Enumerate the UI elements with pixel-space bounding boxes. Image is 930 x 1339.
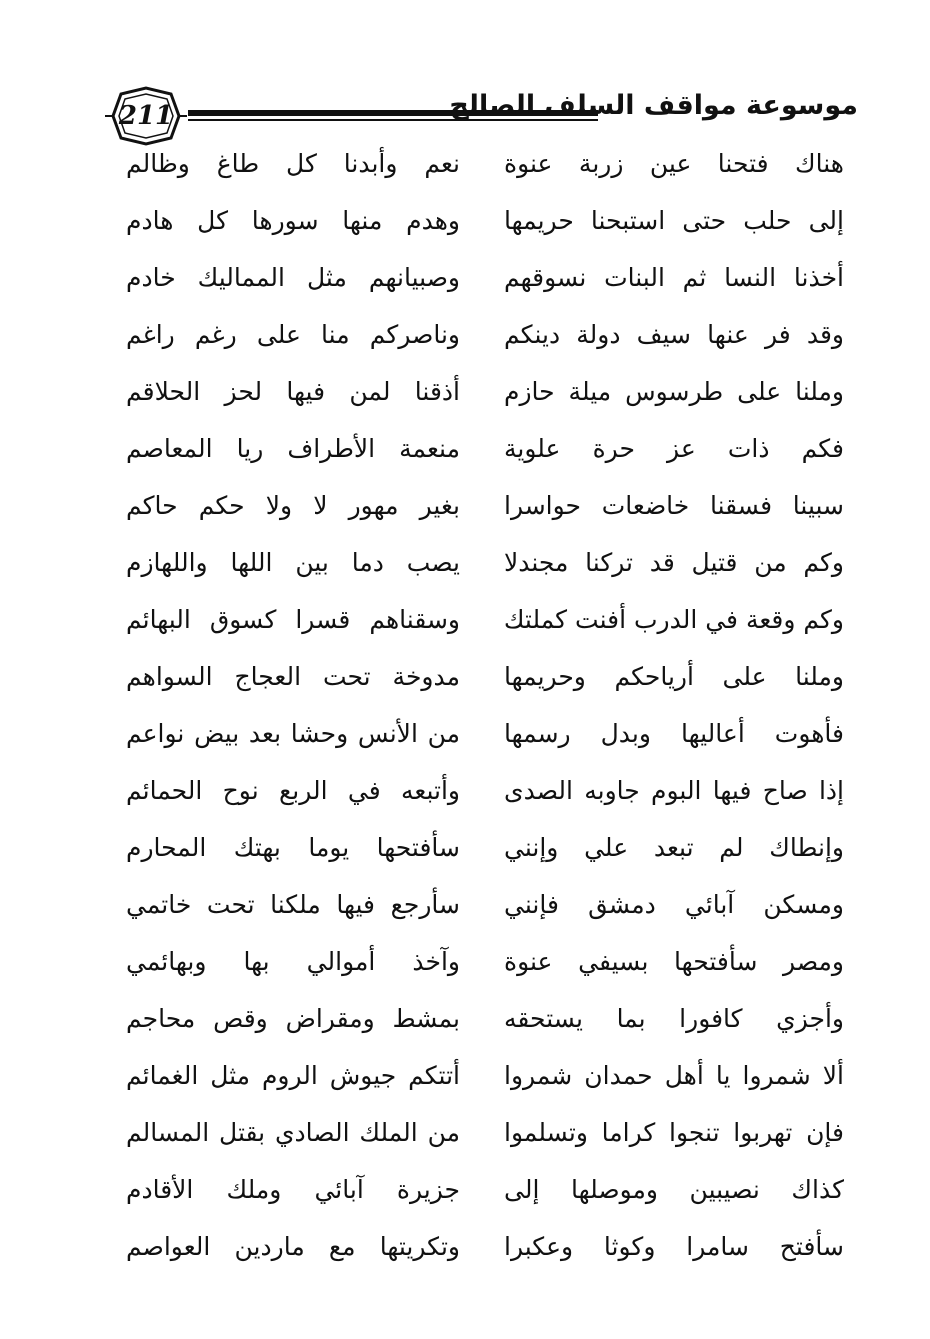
verse-row [0,648,930,706]
verse-row [0,933,930,991]
verse-first-hemistich: ومسكن آبائي دمشق فإنني [504,890,844,919]
verse-row [0,1161,930,1219]
verse-second-hemistich: وأتبعه في الربع نوح الحمائم [126,776,460,805]
verse-first-hemistich: وملنا على أرياحكم وحريمها [504,662,844,691]
verse-first-hemistich: ألا شمروا يا أهل حمدان شمروا [504,1061,844,1090]
verse-second-hemistich: وسقناهم قسرا كسوق البهائم [126,605,460,634]
verse-row [0,135,930,193]
verse-first-hemistich: فأهوت أعاليها وبدل رسمها [504,719,844,748]
verse-first-hemistich: وملنا على طرسوس ميلة حازم [504,377,844,406]
verse-first-hemistich: وكم من قتيل قد تركنا مجندلا [504,548,844,577]
verse-second-hemistich: بغير مهور لا ولا حكم حاكم [126,491,460,520]
verse-second-hemistich: يصب دما بين اللها واللهازم [126,548,460,577]
verse-row [0,306,930,364]
verse-row [0,591,930,649]
verse-first-hemistich: وإنطاك لم تبعد علي وإنني [504,833,844,862]
verse-second-hemistich: بمشط ومقراض وقص محاجم [126,1004,460,1033]
verse-first-hemistich: وكم وقعة في الدرب أفنت كملتك [504,605,844,634]
verse-row [0,819,930,877]
verse-first-hemistich: فكم ذات عز حرة علوية [504,434,844,463]
verse-first-hemistich: سأفتح سامرا وكوثا وعكبرا [504,1232,844,1261]
verse-row [0,1047,930,1105]
verse-first-hemistich: أخذنا النسا ثم البنات نسوقهم [504,263,844,292]
verse-second-hemistich: من الأنس وحشا بعد بيض نواعم [126,719,460,748]
verse-row [0,1104,930,1162]
verse-second-hemistich: وآخذ أموالي بها وبهائمي [126,947,460,976]
verse-second-hemistich: أذقنا لمن فيها لحز الحلاقم [126,377,460,406]
verse-second-hemistich: وهدم منها سورها كل هادم [126,206,460,235]
verse-row [0,876,930,934]
verse-first-hemistich: وقد فر عنها سيف دولة دينكم [504,320,844,349]
verse-second-hemistich: سأفتحها يوما بهتك المحارم [126,833,460,862]
book-title: موسوعة مواقف السلف الصالح [449,90,858,121]
verse-first-hemistich: كذاك نصيبين وموصلها إلى [504,1175,844,1204]
verse-first-hemistich: فإن تهربوا تنجوا كراما وتسلموا [504,1118,844,1147]
verse-row [0,249,930,307]
verse-second-hemistich: مدوخة تحت العجاج السواهم [126,662,460,691]
page-number: 211 [118,101,174,131]
verse-first-hemistich: إلى حلب حتى استبحنا حريمها [504,206,844,235]
verse-row [0,705,930,763]
verse-row [0,990,930,1048]
verse-first-hemistich: هناك فتحنا عين زربة عنوة [504,149,844,178]
verse-row [0,192,930,250]
verse-second-hemistich: جزيرة آبائي وملك الأقادم [126,1175,460,1204]
verse-row [0,762,930,820]
verse-second-hemistich: منعمة الأطراف ريا المعاصم [126,434,460,463]
verse-second-hemistich: من الملك الصادي بقتل المسالم [126,1118,460,1147]
verse-second-hemistich: نعم وأبدنا كل طاغ وظالم [126,149,460,178]
verse-first-hemistich: سبينا فسقنا خاضعات حواسرا [504,491,844,520]
page-header [0,0,930,150]
verse-second-hemistich: وتكريتها مع ماردين العواصم [126,1232,460,1261]
verse-row [0,477,930,535]
verse-second-hemistich: أتتكم جيوش الروم مثل الغمائم [126,1061,460,1090]
poem [0,135,930,1285]
verse-first-hemistich: وأجزي كافورا بما يستحقه [504,1004,844,1033]
verse-first-hemistich: إذا صاح فيها البوم جاوبه الصدى [504,776,844,805]
verse-second-hemistich: وناصركم منا على رغم راغم [126,320,460,349]
verse-row [0,534,930,592]
verse-row [0,420,930,478]
verse-row [0,363,930,421]
verse-second-hemistich: وصبيانهم مثل المماليك خادم [126,263,460,292]
verse-first-hemistich: ومصر سأفتحها بسيفي عنوة [504,947,844,976]
verse-row [0,1218,930,1276]
verse-second-hemistich: سأرجع فيها ملكنا تحت خاتمي [126,890,460,919]
